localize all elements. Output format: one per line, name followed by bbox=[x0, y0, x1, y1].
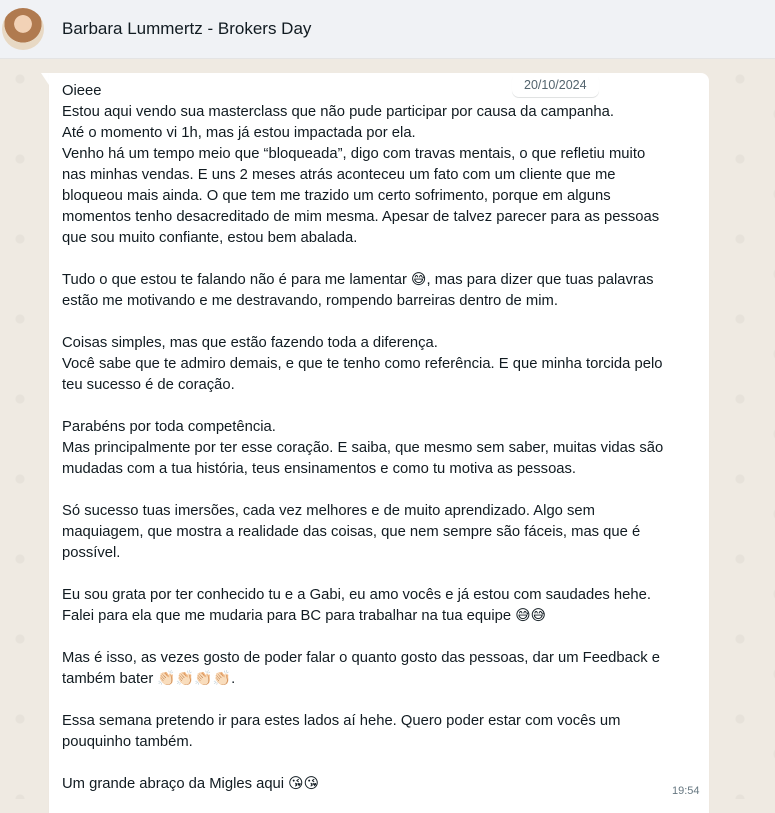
message-blank-line bbox=[62, 396, 702, 417]
message-line: Venho há um tempo meio que “bloqueada”, digo com travas mentais, o que refletiu muito bbox=[62, 146, 646, 162]
message-line: mudadas com a tua história, teus ensinamentos e como tu motiva as pessoas. bbox=[62, 461, 577, 477]
message-line: Até o momento vi 1h, mas já estou impactada por ela. bbox=[62, 125, 416, 141]
message-line: Falei para ela que me mudaria para BC para trabalhar na tua equipe 😅😅 bbox=[62, 608, 547, 624]
message-line: Um grande abraço da Migles aqui 😘😘 bbox=[62, 776, 320, 792]
message-line: possível. bbox=[62, 545, 121, 561]
message-line: Mas é isso, as vezes gosto de poder falar o quanto gosto das pessoas, dar um Feedback e bbox=[62, 650, 660, 666]
message-line: também bater 👏🏻👏🏻👏🏻👏🏻. bbox=[62, 671, 236, 687]
message-time: 19:54 bbox=[672, 785, 700, 797]
message-blank-line bbox=[62, 249, 702, 270]
message-line: Coisas simples, mas que estão fazendo toda a diferença. bbox=[62, 335, 438, 351]
message-line: Essa semana pretendo ir para estes lados aí hehe. Quero poder estar com vocês um bbox=[62, 713, 621, 729]
date-separator: 20/10/2024 bbox=[512, 73, 599, 97]
contact-name[interactable]: Barbara Lummertz - Brokers Day bbox=[62, 19, 312, 38]
message-blank-line bbox=[62, 480, 702, 501]
message-line: Só sucesso tuas imersões, cada vez melhores e de muito aprendizado. Algo sem bbox=[62, 503, 595, 519]
message-line: momentos tenho desacreditado de mim mesma. Apesar de talvez parecer para as pessoas bbox=[62, 209, 660, 225]
message-blank-line bbox=[62, 690, 702, 711]
bubble-tail bbox=[41, 73, 49, 85]
message-line: nas minhas vendas. E uns 2 meses atrás aconteceu um fato com um cliente que me bbox=[62, 167, 616, 183]
message-blank-line bbox=[62, 753, 702, 774]
chat-header bbox=[0, 0, 775, 59]
message-line: Mas principalmente por ter esse coração. E saiba, que mesmo sem saber, muitas vidas são bbox=[62, 440, 664, 456]
message-blank-line bbox=[62, 627, 702, 648]
message-line: Parabéns por toda competência. bbox=[62, 419, 276, 435]
message-text bbox=[62, 81, 702, 795]
message-line: Estou aqui vendo sua masterclass que não pude participar por causa da campanha. bbox=[62, 104, 614, 120]
message-line: bloqueou mais ainda. O que tem me trazido um certo sofrimento, porque em alguns bbox=[62, 188, 611, 204]
message-line: Tudo o que estou te falando não é para me lamentar 😅, mas para dizer que tuas palavras bbox=[62, 272, 654, 288]
message-line: maquiagem, que mostra a realidade das coisas, que nem sempre são fáceis, mas que é bbox=[62, 524, 641, 540]
message-blank-line bbox=[62, 564, 702, 585]
message-blank-line bbox=[62, 312, 702, 333]
chat-area bbox=[0, 59, 775, 799]
message-line: que sou muito confiante, estou bem abalada. bbox=[62, 230, 358, 246]
message-line: estão me motivando e me destravando, rompendo barreiras dentro de mim. bbox=[62, 293, 558, 309]
contact-avatar[interactable] bbox=[2, 8, 44, 50]
message-line: Eu sou grata por ter conhecido tu e a Gabi, eu amo vocês e já estou com saudades hehe. bbox=[62, 587, 651, 603]
message-line: teu sucesso é de coração. bbox=[62, 377, 235, 393]
message-line: Oieee bbox=[62, 83, 102, 99]
message-line: Você sabe que te admiro demais, e que te tenho como referência. E que minha torcida pelo bbox=[62, 356, 663, 372]
message-line: pouquinho também. bbox=[62, 734, 193, 750]
